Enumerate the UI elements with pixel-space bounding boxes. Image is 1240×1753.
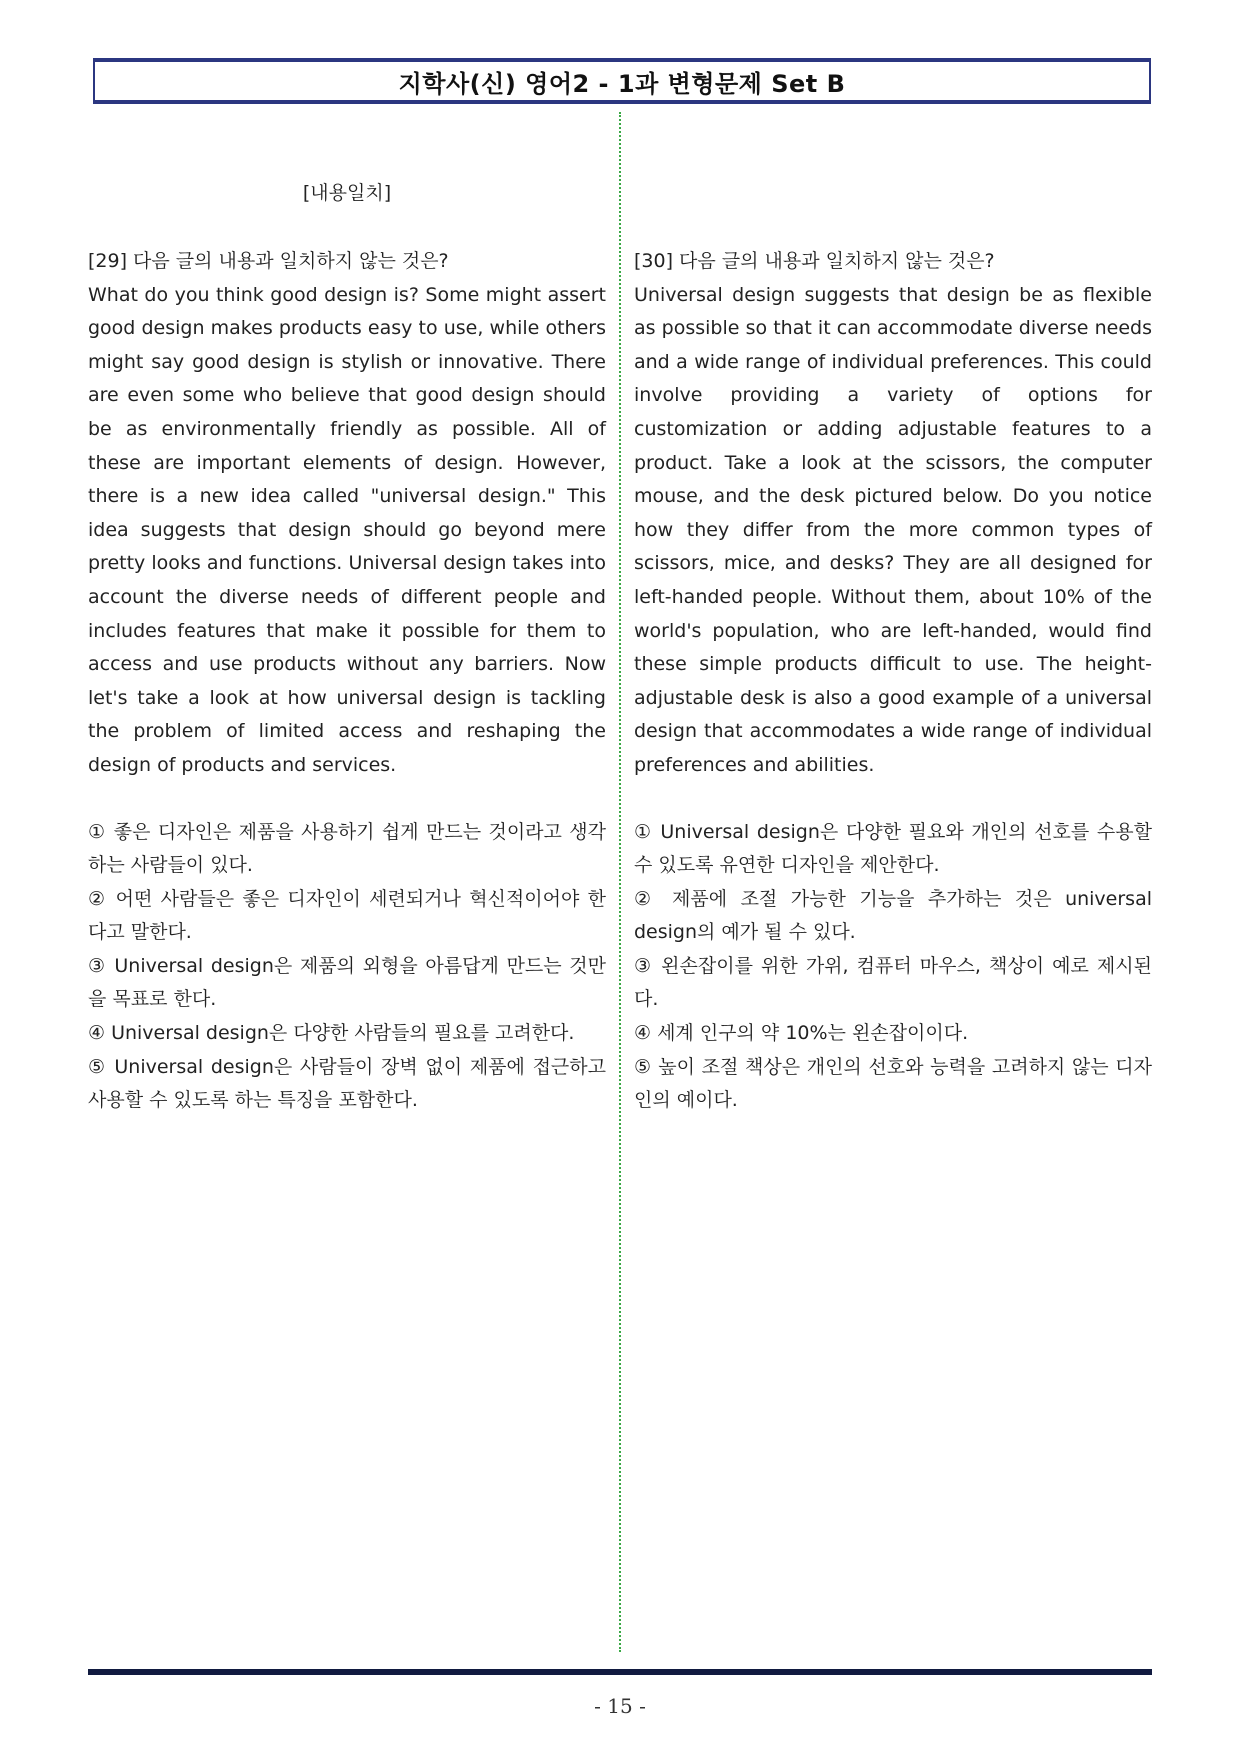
question-30-prompt: [30] 다음 글의 내용과 일치하지 않는 것은?: [634, 250, 995, 272]
question-30: [634, 245, 1152, 1118]
question-29-option-2: ② 어떤 사람들은 좋은 디자인이 세련되거나 혁신적이어야 한다고 말한다.: [88, 887, 606, 944]
question-30-option-1: ① Universal design은 다양한 필요와 개인의 선호를 수용할 수 있도록 유연한 디자인을 제안한다.: [634, 820, 1152, 877]
question-30-option-5: ⑤ 높이 조절 책상은 개인의 선호와 능력을 고려하지 않는 디자인의 예이다.: [634, 1055, 1152, 1112]
question-29-passage: What do you think good design is? Some might assert good design makes products easy to use, while others might say good design is stylish or innovative. There are even some who believe that good design should be as environmentally friendly as possible. All of these are important elements of design. However, there is a new idea called "universal design." This idea suggests that design should go beyond mere pretty looks and functions. Universal design takes into account the diverse needs of different people and includes features that make it possible for them to access and use products without any barriers. Now let's take a look at how universal design is tackling the problem of limited access and reshaping the design of products and services.: [88, 283, 606, 776]
question-29: [88, 245, 606, 1118]
footer-rule: [88, 1669, 1152, 1675]
question-29-option-3: ③ Universal design은 제품의 외형을 아름답게 만드는 것만을 목표로 한다.: [88, 954, 606, 1011]
page-title-box: [93, 58, 1151, 104]
question-30-passage: Universal design suggests that design be as flexible as possible so that it can accommodate diverse needs and a wide range of individual preferences. This could involve providing a variety of options for customization or adding adjustable features to a product. Take a look at the scissors, the computer mouse, and the desk pictured below. Do you notice how they differ from the more common types of scissors, mice, and desks? They are all designed for left-handed people. Without them, about 10% of the world's population, who are left-handed, would find these simple products difficult to use. The height-adjustable desk is also a good example of a universal design that accommodates a wide range of individual preferences and abilities.: [634, 283, 1152, 776]
question-29-option-4: ④ Universal design은 다양한 사람들의 필요를 고려한다.: [88, 1022, 575, 1045]
page-title: 지학사(신) 영어2 - 1과 변형문제 Set B: [398, 69, 846, 98]
column-divider: [619, 112, 621, 1652]
page-number: - 15 -: [594, 1694, 646, 1718]
question-29-option-5: ⑤ Universal design은 사람들이 장벽 없이 제품에 접근하고 사용할 수 있도록 하는 특징을 포함한다.: [88, 1055, 606, 1112]
question-29-option-1: ① 좋은 디자인은 제품을 사용하기 쉽게 만드는 것이라고 생각하는 사람들이 있다.: [88, 820, 606, 877]
section-label: [내용일치]: [302, 182, 392, 204]
question-30-option-3: ③ 왼손잡이를 위한 가위, 컴퓨터 마우스, 책상이 예로 제시된다.: [634, 954, 1152, 1011]
question-29-prompt: [29] 다음 글의 내용과 일치하지 않는 것은?: [88, 250, 449, 272]
question-30-option-4: ④ 세계 인구의 약 10%는 왼손잡이이다.: [634, 1022, 969, 1045]
question-30-option-2: ② 제품에 조절 가능한 기능을 추가하는 것은 universal design의 예가 될 수 있다.: [634, 887, 1152, 944]
